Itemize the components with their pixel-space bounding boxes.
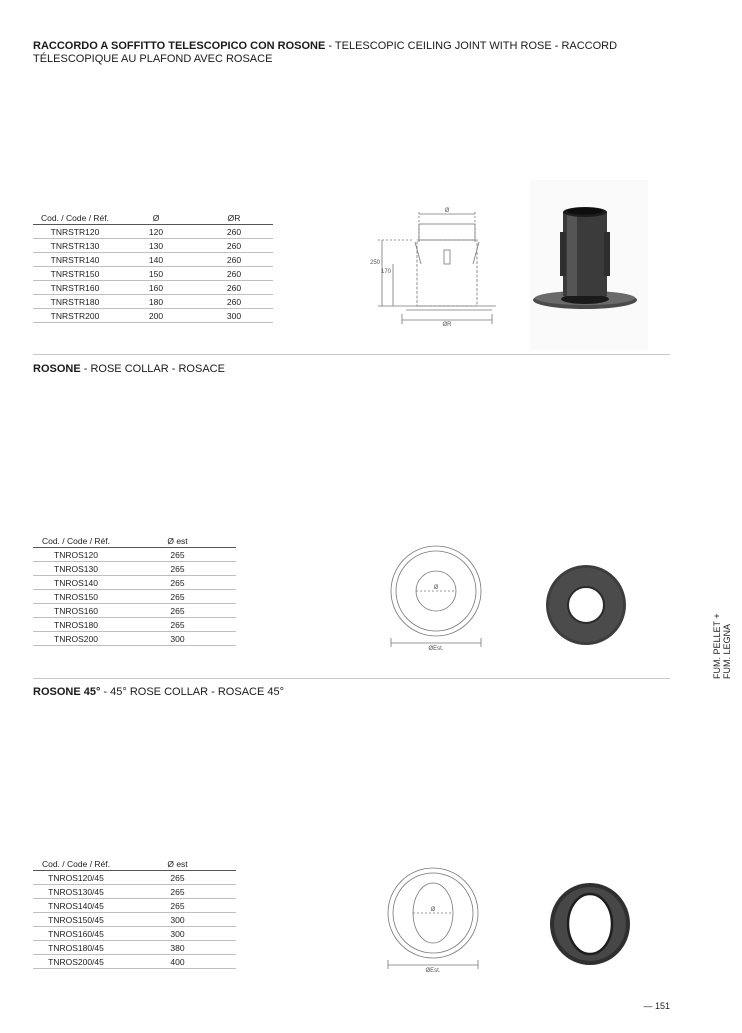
cell-code: TNRSTR180 <box>33 295 117 309</box>
cell-diameter: 130 <box>117 239 195 253</box>
cell-outer-diameter: 300 <box>119 632 236 646</box>
cell-rose-diameter: 300 <box>195 309 273 323</box>
cell-outer-diameter: 400 <box>119 955 236 969</box>
section-title-bold: ROSONE <box>33 363 81 375</box>
col-header-code: Cod. / Code / Réf. <box>33 534 119 548</box>
technical-drawing-rose-collar <box>388 544 488 652</box>
product-photo-rose-collar <box>540 555 635 660</box>
section-title-bold: ROSONE 45° <box>33 686 101 698</box>
section-title-rest: - TELESCOPIC CEILING JOINT WITH ROSE - RACCORD <box>325 40 618 52</box>
technical-drawing-rose-collar-45 <box>385 866 485 974</box>
table-row <box>33 955 236 969</box>
cell-code: TNROS120 <box>33 548 119 562</box>
table-row <box>33 885 236 899</box>
cell-code: TNROS140 <box>33 576 119 590</box>
side-category-tab <box>700 615 740 695</box>
table-row <box>33 562 236 576</box>
cell-diameter: 200 <box>117 309 195 323</box>
col-header-diameter: Ø <box>117 211 195 225</box>
cell-outer-diameter: 265 <box>119 885 236 899</box>
cell-outer-diameter: 265 <box>119 604 236 618</box>
cell-outer-diameter: 300 <box>119 927 236 941</box>
table-header-row <box>33 534 236 548</box>
drawing-label-outer-diameter: ØEst. <box>428 646 444 652</box>
section-divider <box>33 354 670 355</box>
cell-code: TNROS200 <box>33 632 119 646</box>
table-row <box>33 913 236 927</box>
cell-diameter: 160 <box>117 281 195 295</box>
cell-code: TNROS200/45 <box>33 955 119 969</box>
technical-drawing-telescopic <box>368 202 503 327</box>
cell-code: TNRSTR200 <box>33 309 117 323</box>
cell-diameter: 120 <box>117 225 195 239</box>
section-title-telescopic-joint <box>33 40 617 66</box>
cell-outer-diameter: 265 <box>119 548 236 562</box>
table-row <box>33 267 273 281</box>
cell-code: TNROS180/45 <box>33 941 119 955</box>
table-row <box>33 548 236 562</box>
cell-code: TNROS160 <box>33 604 119 618</box>
drawing-label-outer-diameter: ØEst. <box>425 968 441 974</box>
table-row <box>33 632 236 646</box>
section-divider <box>33 678 670 679</box>
cell-outer-diameter: 265 <box>119 590 236 604</box>
table-row <box>33 604 236 618</box>
table-row <box>33 576 236 590</box>
section-title-rest: - 45° ROSE COLLAR - ROSACE 45° <box>100 686 285 698</box>
table-row <box>33 899 236 913</box>
cell-outer-diameter: 265 <box>119 562 236 576</box>
cell-code: TNROS130/45 <box>33 885 119 899</box>
spec-table-telescopic <box>33 211 273 323</box>
product-photo-rose-collar-45 <box>540 872 640 982</box>
drawing-label-rose-diameter: ØR <box>442 322 452 327</box>
col-header-outer-diameter: Ø est <box>119 534 236 548</box>
cell-code: TNRSTR150 <box>33 267 117 281</box>
cell-code: TNROS150/45 <box>33 913 119 927</box>
drawing-label-height-250: 250 <box>369 260 380 266</box>
cell-code: TNROS140/45 <box>33 899 119 913</box>
table-row <box>33 941 236 955</box>
table-row <box>33 871 236 885</box>
cell-code: TNROS130 <box>33 562 119 576</box>
col-header-code: Cod. / Code / Réf. <box>33 857 119 871</box>
section-title-rose-collar <box>33 363 225 376</box>
col-header-rose-diameter: ØR <box>195 211 273 225</box>
section-title-rose-collar-45 <box>33 686 284 699</box>
cell-diameter: 150 <box>117 267 195 281</box>
section-title-rest: - ROSE COLLAR - ROSACE <box>80 363 225 375</box>
col-header-code: Cod. / Code / Réf. <box>33 211 117 225</box>
table-row <box>33 295 273 309</box>
table-row <box>33 253 273 267</box>
table-header-row <box>33 857 236 871</box>
section-title-line2: TÉLESCOPIQUE AU PLAFOND AVEC ROSACE <box>33 53 273 65</box>
col-header-outer-diameter: Ø est <box>119 857 236 871</box>
table-header-row <box>33 211 273 225</box>
drawing-label-diameter: Ø <box>444 208 450 214</box>
cell-code: TNRSTR140 <box>33 253 117 267</box>
cell-rose-diameter: 260 <box>195 267 273 281</box>
cell-outer-diameter: 265 <box>119 576 236 590</box>
page-number: — 151 <box>643 1001 670 1011</box>
cell-diameter: 140 <box>117 253 195 267</box>
table-row <box>33 618 236 632</box>
cell-rose-diameter: 260 <box>195 239 273 253</box>
cell-outer-diameter: 300 <box>119 913 236 927</box>
table-row <box>33 225 273 239</box>
drawing-label-height-170: 170 <box>380 269 391 275</box>
cell-outer-diameter: 380 <box>119 941 236 955</box>
cell-code: TNROS120/45 <box>33 871 119 885</box>
cell-outer-diameter: 265 <box>119 618 236 632</box>
cell-rose-diameter: 260 <box>195 253 273 267</box>
table-row <box>33 590 236 604</box>
table-row <box>33 281 273 295</box>
cell-code: TNROS180 <box>33 618 119 632</box>
table-row <box>33 239 273 253</box>
cell-code: TNROS160/45 <box>33 927 119 941</box>
side-tab-line2: FUM. LEGNA <box>722 623 732 679</box>
cell-code: TNRSTR160 <box>33 281 117 295</box>
cell-code: TNRSTR120 <box>33 225 117 239</box>
cell-diameter: 180 <box>117 295 195 309</box>
section-title-bold: RACCORDO A SOFFITTO TELESCOPICO CON ROSONE <box>33 40 326 52</box>
spec-table-rose-collar <box>33 534 236 646</box>
cell-rose-diameter: 260 <box>195 281 273 295</box>
product-photo-telescopic-joint <box>530 180 648 350</box>
table-row <box>33 309 273 323</box>
cell-outer-diameter: 265 <box>119 899 236 913</box>
drawing-label-inner-diameter: Ø <box>433 585 439 591</box>
spec-table-rose-collar-45 <box>33 857 236 969</box>
cell-code: TNRSTR130 <box>33 239 117 253</box>
side-tab-line1: FUM. PELLET + <box>712 613 722 679</box>
cell-code: TNROS150 <box>33 590 119 604</box>
cell-rose-diameter: 260 <box>195 295 273 309</box>
drawing-label-inner-diameter: Ø <box>430 907 436 913</box>
table-row <box>33 927 236 941</box>
cell-outer-diameter: 265 <box>119 871 236 885</box>
cell-rose-diameter: 260 <box>195 225 273 239</box>
